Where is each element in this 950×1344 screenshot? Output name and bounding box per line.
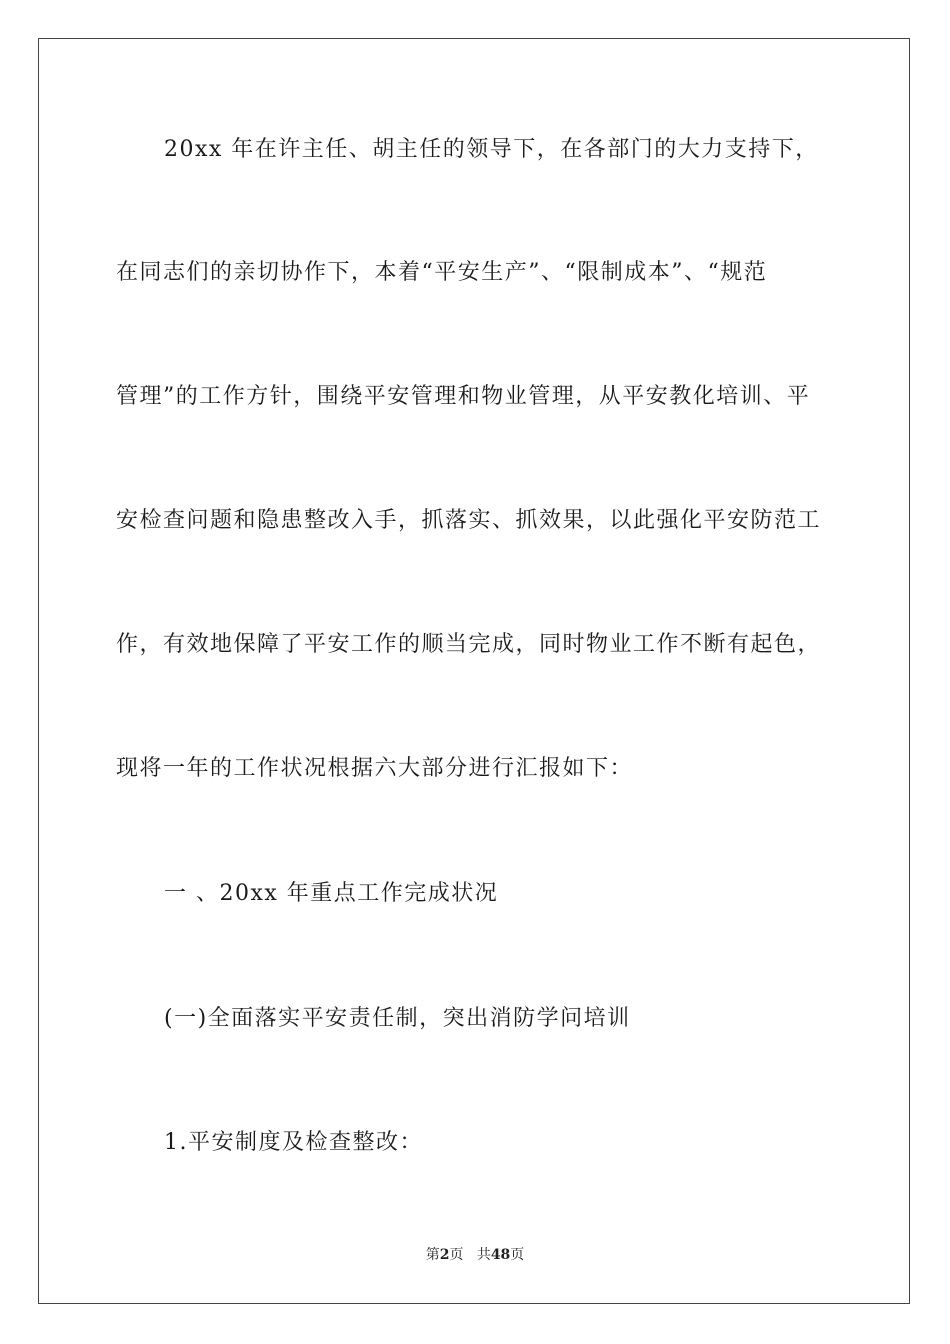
paragraph-line-5: 作，有效地保障了平安工作的顺当完成，同时物业工作不断有起色，: [116, 632, 822, 657]
page-prefix: 第: [425, 1247, 440, 1263]
paragraph-line-4: 安检查问题和隐患整改入手，抓落实、抓效果，以此强化平安防范工: [116, 508, 822, 533]
page-footer: [0, 1244, 950, 1264]
page-frame: [38, 38, 910, 1304]
paragraph-line-2: 在同志们的亲切协作下，本着“平安生产”、“限制成本”、“规范: [116, 260, 768, 285]
page-number: 2: [439, 1247, 450, 1263]
section-heading: 一 、20xx 年重点工作完成状况: [164, 881, 499, 906]
total-pages: 48: [490, 1247, 511, 1263]
paragraph-line-1: 20xx 年在许主任、胡主任的领导下，在各部门的大力支持下，: [164, 137, 819, 162]
total-suffix: 页: [510, 1247, 525, 1263]
page-suffix: 页: [449, 1247, 464, 1263]
paragraph-line-3: 管理”的工作方针，围绕平安管理和物业管理，从平安教化培训、平: [116, 384, 811, 409]
total-prefix: 共: [476, 1247, 491, 1263]
subsection-heading: (一)全面落实平安责任制，突出消防学问培训: [164, 1006, 631, 1031]
item-heading: 1.平安制度及检查整改：: [164, 1130, 423, 1155]
paragraph-line-6: 现将一年的工作状况根据六大部分进行汇报如下：: [116, 756, 634, 781]
